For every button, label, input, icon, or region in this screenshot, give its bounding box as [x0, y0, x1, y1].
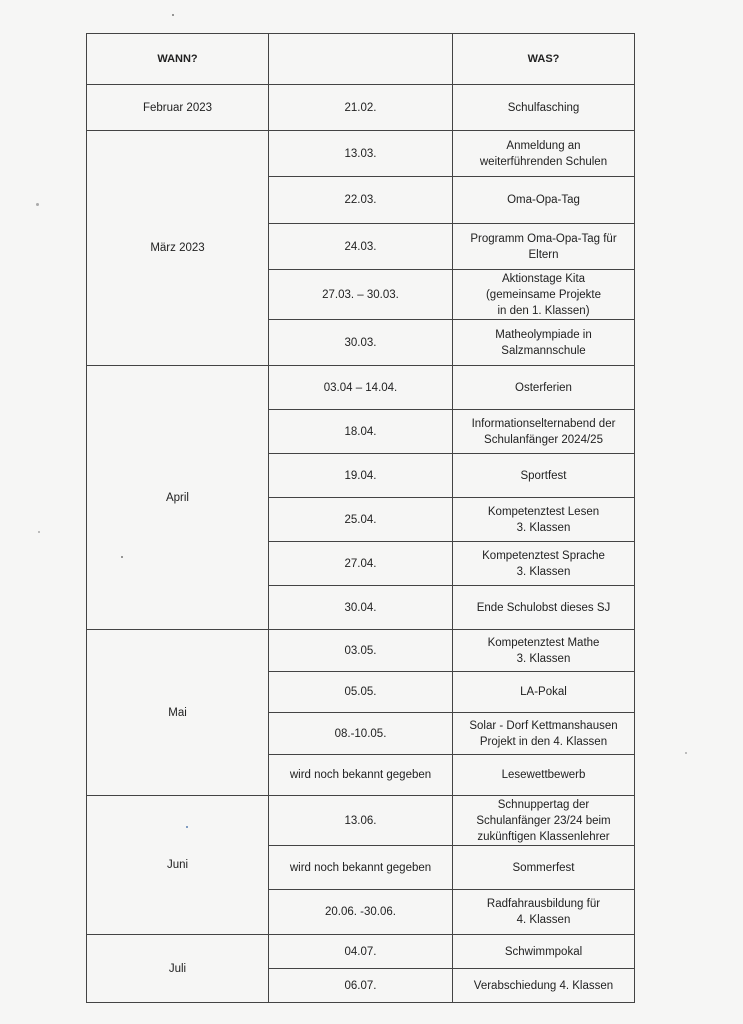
event-text: Solar - Dorf Kettmanshausen Projekt in den 4. Klassen [469, 719, 618, 748]
date-cell: 13.06. [269, 796, 453, 846]
event-text: Radfahrausbildung für 4. Klassen [486, 898, 601, 926]
event-cell [453, 85, 635, 131]
date-cell: 24.03. [269, 224, 453, 270]
date-cell: 30.03. [269, 320, 453, 366]
month-cell: April [87, 366, 269, 630]
event-text: Osterferien [515, 381, 572, 394]
event-text: LA-Pokal [520, 686, 567, 698]
month-cell: März 2023 [87, 131, 269, 366]
event-text: Kompetenztest Lesen 3. Klassen [487, 505, 600, 534]
date-cell: 27.04. [269, 542, 453, 586]
header-what: WAS? [453, 34, 635, 85]
table-row [87, 796, 635, 846]
event-cell [453, 131, 635, 177]
header-middle [269, 34, 453, 85]
month-cell: Juni [87, 796, 269, 935]
schedule-table [86, 33, 635, 1003]
month-cell: Februar 2023 [87, 85, 269, 131]
event-text: Schwimmpokal [504, 945, 583, 958]
event-text: Oma-Opa-Tag [507, 194, 580, 206]
event-text: Ende Schulobst dieses SJ [476, 601, 611, 614]
event-cell [453, 890, 635, 935]
date-cell: 06.07. [269, 969, 453, 1003]
dust-speck [38, 531, 40, 533]
event-cell [453, 542, 635, 586]
event-cell [453, 270, 635, 320]
event-text: Aktionstage Kita (gemeinsame Projekte in den 1. Klassen) [485, 272, 602, 317]
event-text: Matheolympiade in Salzmannschule [495, 328, 592, 357]
schedule-body [87, 85, 635, 1003]
event-cell [453, 454, 635, 498]
date-cell: 20.06. -30.06. [269, 890, 453, 935]
event-text: Sommerfest [512, 861, 575, 874]
date-cell: 04.07. [269, 935, 453, 969]
event-text: Schulfasching [507, 101, 580, 114]
date-cell: 22.03. [269, 177, 453, 224]
date-cell: 19.04. [269, 454, 453, 498]
event-cell [453, 586, 635, 630]
event-text: Sportfest [520, 469, 567, 482]
event-cell [453, 713, 635, 755]
date-cell: wird noch bekannt gegeben [269, 755, 453, 796]
header-when: WANN? [87, 34, 269, 85]
date-cell: 27.03. – 30.03. [269, 270, 453, 320]
event-cell [453, 846, 635, 890]
event-cell [453, 177, 635, 224]
event-cell [453, 969, 635, 1003]
dust-speck [172, 14, 174, 16]
date-cell: wird noch bekannt gegeben [269, 846, 453, 890]
event-cell [453, 366, 635, 410]
event-text: Lesewettbewerb [501, 769, 586, 781]
date-cell: 08.-10.05. [269, 713, 453, 755]
event-text: Anmeldung an weiterführenden Schulen [479, 139, 608, 168]
event-text: Informationselternabend der Schulanfänger 2024/25 [471, 417, 616, 446]
date-cell: 03.05. [269, 630, 453, 672]
table-row [87, 131, 635, 177]
date-cell: 25.04. [269, 498, 453, 542]
event-cell [453, 755, 635, 796]
table-row [87, 366, 635, 410]
date-cell: 13.03. [269, 131, 453, 177]
event-text: Kompetenztest Sprache 3. Klassen [482, 549, 605, 578]
dust-speck [36, 203, 39, 206]
month-cell: Juli [87, 935, 269, 1003]
event-cell [453, 796, 635, 846]
event-text: Programm Oma-Opa-Tag für Eltern [470, 232, 617, 261]
header-row [87, 34, 635, 85]
month-cell: Mai [87, 630, 269, 796]
date-cell: 18.04. [269, 410, 453, 454]
date-cell: 03.04 – 14.04. [269, 366, 453, 410]
event-cell [453, 320, 635, 366]
table-row [87, 935, 635, 969]
event-cell [453, 672, 635, 713]
event-cell [453, 410, 635, 454]
event-cell [453, 630, 635, 672]
event-text: Verabschiedung 4. Klassen [473, 979, 614, 992]
event-cell [453, 498, 635, 542]
table-row [87, 630, 635, 672]
date-cell: 05.05. [269, 672, 453, 713]
date-cell: 21.02. [269, 85, 453, 131]
date-cell: 30.04. [269, 586, 453, 630]
event-text: Schnuppertag der Schulanfänger 23/24 beim zukünftigen Klassenlehrer [476, 798, 611, 843]
event-text: Kompetenztest Mathe 3. Klassen [487, 636, 600, 665]
event-cell [453, 935, 635, 969]
dust-speck [685, 752, 687, 754]
event-cell [453, 224, 635, 270]
table-row [87, 85, 635, 131]
